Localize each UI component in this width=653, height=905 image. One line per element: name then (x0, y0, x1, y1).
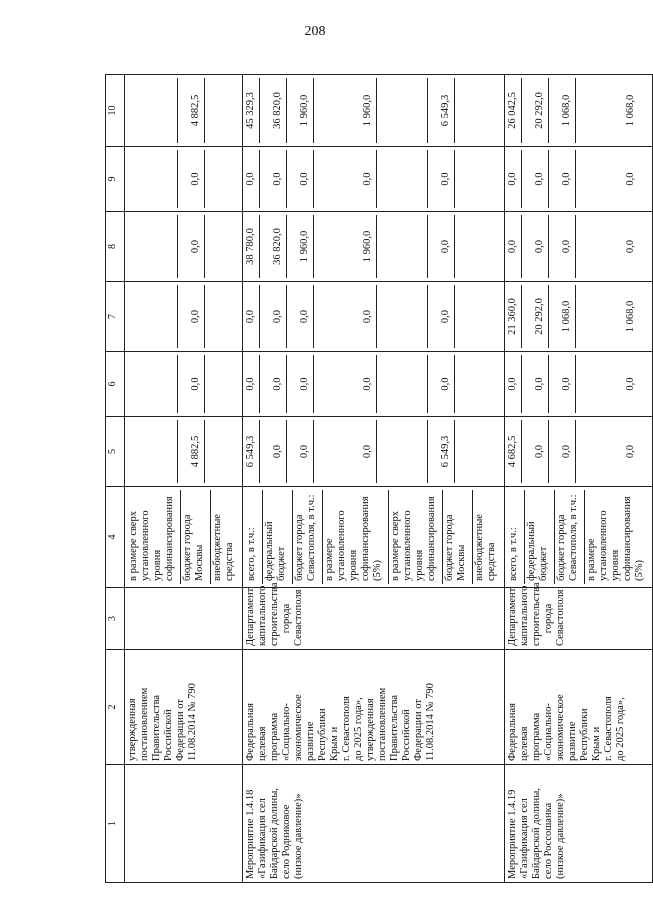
measure-name-line: «Газификация сел (257, 798, 268, 879)
year-value (576, 355, 639, 413)
year-value (507, 150, 522, 208)
year-value-text: 38 780,0 (245, 228, 256, 265)
funding-source-cell (125, 487, 243, 588)
year-value (377, 420, 428, 483)
year-value (455, 285, 482, 348)
funding-source (443, 490, 473, 584)
year-value-text: 0,0 (507, 377, 518, 391)
year-value-text: 0,0 (440, 309, 451, 324)
year-value (507, 285, 522, 348)
measure-name-line: Байдарской долины, (531, 788, 542, 879)
year-value (245, 420, 260, 483)
year-value (178, 215, 205, 278)
funding-source-line: в размере (586, 538, 597, 581)
year-value-text: 1 960,0 (299, 230, 310, 263)
year-value (287, 355, 314, 413)
year-value (245, 78, 260, 143)
year-value-text: 1 068,0 (561, 300, 572, 333)
year-value-text: 0,0 (440, 239, 451, 254)
funding-source (127, 490, 181, 584)
year-value-cell (125, 352, 243, 417)
program-basis-line: 11.08.2014 № 790 (187, 683, 198, 761)
year-value-text: 0,0 (272, 172, 283, 186)
program-basis-line: Федерации от (413, 699, 424, 761)
program-basis (243, 650, 505, 765)
year-value (245, 150, 260, 208)
year-value-text: 36 820,0 (272, 92, 283, 129)
funding-source-cell (243, 487, 505, 588)
funding-source (263, 490, 293, 584)
program-basis (125, 650, 243, 765)
program-basis-line: Крым и (591, 726, 602, 761)
program-basis-line: «Социально- (281, 703, 292, 761)
year-value-cell (505, 417, 653, 487)
year-value (522, 285, 549, 348)
measure-name-line: (низкое давление)» (293, 793, 304, 879)
funding-source-line: уровня (348, 549, 359, 581)
year-value-text: 0,0 (507, 239, 518, 254)
year-value (205, 215, 232, 278)
year-value (260, 215, 287, 278)
funding-source-line: внебюджетные (474, 514, 485, 581)
program-basis-line: целевая (257, 726, 268, 761)
executor-line: Департамент (245, 587, 256, 646)
year-value-cell (125, 75, 243, 147)
year-value (245, 285, 260, 348)
funding-source-line: внебюджетные (212, 514, 223, 581)
year-value-text: 0,0 (534, 377, 545, 391)
funding-source (245, 490, 263, 584)
measure-name (505, 765, 653, 883)
year-value-cell (505, 352, 653, 417)
year-value (507, 420, 522, 483)
funding-source-line: установленного (140, 510, 151, 581)
header-cell: 9 (106, 147, 125, 212)
year-value (576, 150, 639, 208)
measure-name (125, 765, 243, 883)
year-value (522, 150, 549, 208)
header-cell: 4 (106, 487, 125, 588)
year-value-cell (243, 282, 505, 352)
year-value (260, 355, 287, 413)
funding-source-line: федеральный (526, 521, 537, 581)
year-value-text: 1 068,0 (625, 300, 636, 333)
header-cell: 1 (106, 765, 125, 883)
funding-source-line: средства (486, 542, 497, 581)
year-value-text: 6 549,3 (440, 94, 451, 127)
rotated-table-container (105, 75, 645, 883)
year-value-text: 0,0 (625, 377, 636, 391)
year-value (576, 285, 639, 348)
funding-source-line: Москвы (456, 544, 467, 581)
year-value (455, 420, 482, 483)
page-number: 208 (304, 24, 326, 39)
year-value-text: 0,0 (534, 444, 545, 459)
year-value-cell (505, 282, 653, 352)
header-cell: 3 (106, 588, 125, 650)
funding-source-line: уровня (610, 549, 621, 581)
funding-source-line: Севастополя, в т.ч.: (306, 494, 317, 581)
year-value (377, 355, 428, 413)
year-value (377, 150, 428, 208)
funding-source-line: бюджет (276, 546, 287, 581)
year-value-text: 0,0 (190, 239, 201, 254)
year-value-text: 0,0 (190, 309, 201, 324)
header-cell: 7 (106, 282, 125, 352)
funding-source (293, 490, 323, 584)
year-value (127, 78, 178, 143)
program-basis-line: программа (269, 712, 280, 761)
year-value (549, 285, 576, 348)
year-value (522, 355, 549, 413)
program-basis-line: Правительства (389, 694, 400, 761)
funding-source-line: Москвы (194, 544, 205, 581)
program-basis-line: утвержденная (365, 698, 376, 761)
funding-source-line: установленного (336, 510, 347, 581)
year-value-cell (243, 352, 505, 417)
year-value (260, 420, 287, 483)
program-basis-line: Российской (163, 709, 174, 761)
program-row (505, 75, 653, 883)
funding-source-line: бюджет города (444, 514, 455, 581)
program-basis-line: 11.08.2014 № 790 (425, 683, 436, 761)
year-value (576, 78, 639, 143)
funding-source-line: федеральный (264, 521, 275, 581)
year-value (377, 78, 428, 143)
year-value (260, 150, 287, 208)
year-value-cell (505, 75, 653, 147)
year-value (245, 215, 260, 278)
header-cell: 8 (106, 212, 125, 282)
year-value (507, 215, 522, 278)
year-value-text: 0,0 (625, 444, 636, 459)
measure-name-line: село Россошанка (543, 802, 554, 879)
funding-source-line: бюджет города (294, 514, 305, 581)
year-value (549, 215, 576, 278)
program-basis-line: программа (531, 712, 542, 761)
year-value (260, 285, 287, 348)
year-value (428, 420, 455, 483)
executor-line: города (543, 603, 554, 634)
year-value-text: 1 960,0 (362, 230, 373, 263)
header-cell: 2 (106, 650, 125, 765)
year-value-text: 0,0 (440, 172, 451, 186)
year-value-text: 0,0 (561, 239, 572, 254)
program-row (125, 75, 243, 883)
year-value (455, 150, 482, 208)
executor-line: города (281, 603, 292, 634)
year-value (178, 420, 205, 483)
year-value (549, 420, 576, 483)
year-value-text: 1 960,0 (362, 94, 373, 127)
funding-source-line: установленного (402, 510, 413, 581)
funding-source (473, 490, 502, 584)
header-cell: 5 (106, 417, 125, 487)
program-basis-line: Федеральная (245, 703, 256, 761)
year-value (549, 150, 576, 208)
program-basis-line: Правительства (151, 694, 162, 761)
year-value-text: 0,0 (272, 309, 283, 324)
year-value (205, 78, 232, 143)
measure-name-line: Мероприятие 1.4.19 (507, 789, 518, 879)
year-value-text: 0,0 (534, 172, 545, 186)
funding-source-line: софинансирования (426, 496, 437, 581)
year-value-text: 0,0 (534, 239, 545, 254)
year-value (287, 78, 314, 143)
program-basis-line: экономическое (555, 694, 566, 761)
year-value-text: 0,0 (299, 309, 310, 324)
year-value (314, 420, 377, 483)
executor-line: Департамент (507, 587, 518, 646)
year-value (205, 285, 232, 348)
funding-source-line: в размере сверх (390, 510, 401, 581)
year-value (314, 215, 377, 278)
year-value-cell (505, 212, 653, 282)
year-value-cell (243, 75, 505, 147)
year-value (260, 78, 287, 143)
program-basis-line: Федеральная (507, 703, 518, 761)
year-value (522, 78, 549, 143)
funding-source-cell (505, 487, 653, 588)
year-value-cell (243, 212, 505, 282)
year-value-text: 4 682,5 (507, 435, 518, 468)
year-value (127, 285, 178, 348)
executor-line: строительства (269, 582, 280, 646)
measure-name (243, 765, 505, 883)
executor-line: Севастополя (293, 589, 304, 646)
funding-source-line: (5%) (372, 560, 383, 581)
program-basis-line: до 2025 года», (615, 697, 626, 761)
year-value (205, 150, 232, 208)
year-value-text: 26 042,5 (507, 92, 518, 129)
program-basis-line: развитие (567, 721, 578, 761)
year-value-text: 0,0 (561, 444, 572, 459)
year-value (455, 355, 482, 413)
year-value (178, 78, 205, 143)
year-value-text: 0,0 (362, 172, 373, 186)
program-basis-line: утвержденная (127, 698, 138, 761)
year-value (205, 420, 232, 483)
year-value-cell (125, 417, 243, 487)
year-value (314, 150, 377, 208)
year-value (178, 285, 205, 348)
year-value (455, 78, 482, 143)
funding-source-line: софинансирования (622, 496, 633, 581)
funding-source-line: в размере сверх (128, 510, 139, 581)
year-value-text: 0,0 (245, 377, 256, 391)
year-value (455, 215, 482, 278)
funding-source (525, 490, 555, 584)
year-value-cell (243, 417, 505, 487)
program-basis-line: г. Севастополя (341, 696, 352, 761)
year-value (576, 420, 639, 483)
year-value-text: 4 882,5 (190, 435, 201, 468)
year-value (377, 285, 428, 348)
funding-source (507, 490, 525, 584)
year-value (522, 420, 549, 483)
year-value-text: 0,0 (190, 172, 201, 186)
year-value (314, 285, 377, 348)
year-value (576, 215, 639, 278)
year-value-text: 4 882,5 (190, 94, 201, 127)
year-value (287, 215, 314, 278)
year-value (314, 355, 377, 413)
year-value (522, 215, 549, 278)
executor-line: капитального (519, 585, 530, 646)
header-row (106, 75, 125, 883)
funding-source-line: Севастополя, в т.ч.: (568, 494, 579, 581)
measure-name-line: Байдарской долины, (269, 788, 280, 879)
funding-source-line: (5%) (634, 560, 645, 581)
year-value-text: 0,0 (245, 309, 256, 324)
program-basis-line: Крым и (329, 726, 340, 761)
funding-source-line: средства (224, 542, 235, 581)
program-basis-line: «Социально- (543, 703, 554, 761)
year-value-text: 0,0 (299, 172, 310, 186)
program-basis-line: постановлением (377, 687, 388, 761)
year-value-cell (125, 282, 243, 352)
year-value (287, 285, 314, 348)
executor (125, 588, 243, 650)
funding-source-line: установленного (598, 510, 609, 581)
year-value (287, 420, 314, 483)
year-value (205, 355, 232, 413)
year-value-text: 0,0 (561, 377, 572, 391)
funding-source-line: софинансирования (360, 496, 371, 581)
program-basis-line: до 2025 года», (353, 697, 364, 761)
year-value (127, 355, 178, 413)
year-value (245, 355, 260, 413)
year-value-text: 6 549,3 (440, 435, 451, 468)
program-basis-line: Республики (317, 708, 328, 761)
program-basis-line: Российской (401, 709, 412, 761)
year-value-text: 20 292,0 (534, 298, 545, 335)
year-value (127, 215, 178, 278)
funding-source (211, 490, 240, 584)
year-value-cell (125, 147, 243, 212)
program-basis-line: г. Севастополя (603, 696, 614, 761)
year-value (428, 150, 455, 208)
measure-name-line: «Газификация сел (519, 798, 530, 879)
funding-source-line: бюджет (538, 546, 549, 581)
executor-line: Севастополя (555, 589, 566, 646)
year-value (178, 150, 205, 208)
program-basis-line: целевая (519, 726, 530, 761)
year-value-text: 0,0 (362, 377, 373, 391)
funding-source-line: уровня (152, 549, 163, 581)
year-value-text: 1 068,0 (561, 94, 572, 127)
executor (243, 582, 505, 650)
year-value-text: 0,0 (299, 444, 310, 459)
year-value-text: 0,0 (561, 172, 572, 186)
year-value (314, 78, 377, 143)
year-value (428, 78, 455, 143)
year-value (377, 215, 428, 278)
program-basis (505, 650, 653, 765)
funding-source-line: софинансирования (164, 496, 175, 581)
year-value (428, 215, 455, 278)
year-value-text: 0,0 (507, 172, 518, 186)
year-value-text: 0,0 (190, 377, 201, 391)
executor-line: строительства (531, 582, 542, 646)
year-value-text: 0,0 (362, 444, 373, 459)
year-value-text: 0,0 (272, 377, 283, 391)
year-value-text: 1 068,0 (625, 94, 636, 127)
funding-source (585, 490, 650, 584)
year-value-text: 36 820,0 (272, 228, 283, 265)
program-basis-line: постановлением (139, 687, 150, 761)
year-value-cell (125, 212, 243, 282)
year-value-cell (243, 147, 505, 212)
funding-source-line: бюджет города (182, 514, 193, 581)
year-value-text: 0,0 (245, 172, 256, 186)
funding-source (181, 490, 211, 584)
year-value (507, 78, 522, 143)
year-value-text: 0,0 (299, 377, 310, 391)
year-value (549, 355, 576, 413)
year-value (428, 355, 455, 413)
executor-line: капитального (257, 585, 268, 646)
funding-source (555, 490, 585, 584)
year-value (507, 355, 522, 413)
funding-source-line: всего, в т.ч.: (508, 527, 519, 581)
year-value-text: 20 292,0 (534, 92, 545, 129)
year-value-text: 21 360,0 (507, 298, 518, 335)
measure-name-line: (низкое давление)» (555, 793, 566, 879)
year-value (127, 150, 178, 208)
measure-name-line: Мероприятие 1.4.18 (245, 789, 256, 879)
year-value-text: 1 960,0 (299, 94, 310, 127)
year-value-text: 0,0 (440, 377, 451, 391)
year-value-text: 0,0 (625, 172, 636, 186)
year-value-text: 0,0 (362, 309, 373, 324)
header-cell: 10 (106, 75, 125, 147)
funding-source (389, 490, 443, 584)
funding-source (323, 490, 389, 584)
year-value (287, 150, 314, 208)
funding-source-line: всего, в т.ч.: (246, 527, 257, 581)
year-value (178, 355, 205, 413)
year-value-text: 0,0 (272, 444, 283, 459)
year-value (127, 420, 178, 483)
funding-source-line: бюджет города (556, 514, 567, 581)
year-value (428, 285, 455, 348)
funding-source-line: уровня (414, 549, 425, 581)
year-value-text: 0,0 (625, 239, 636, 254)
program-basis-line: Республики (579, 708, 590, 761)
year-value (549, 78, 576, 143)
measure-name-line: село Родниковое (281, 804, 292, 879)
funding-table (105, 74, 653, 883)
program-basis-line: экономическое (293, 694, 304, 761)
program-basis-line: Федерации от (175, 699, 186, 761)
year-value-text: 6 549,3 (245, 435, 256, 468)
program-row (243, 75, 505, 883)
funding-source-line: в размере (324, 538, 335, 581)
year-value-cell (505, 147, 653, 212)
executor (505, 582, 653, 650)
year-value-text: 45 329,3 (245, 92, 256, 129)
header-cell: 6 (106, 352, 125, 417)
program-basis-line: развитие (305, 721, 316, 761)
